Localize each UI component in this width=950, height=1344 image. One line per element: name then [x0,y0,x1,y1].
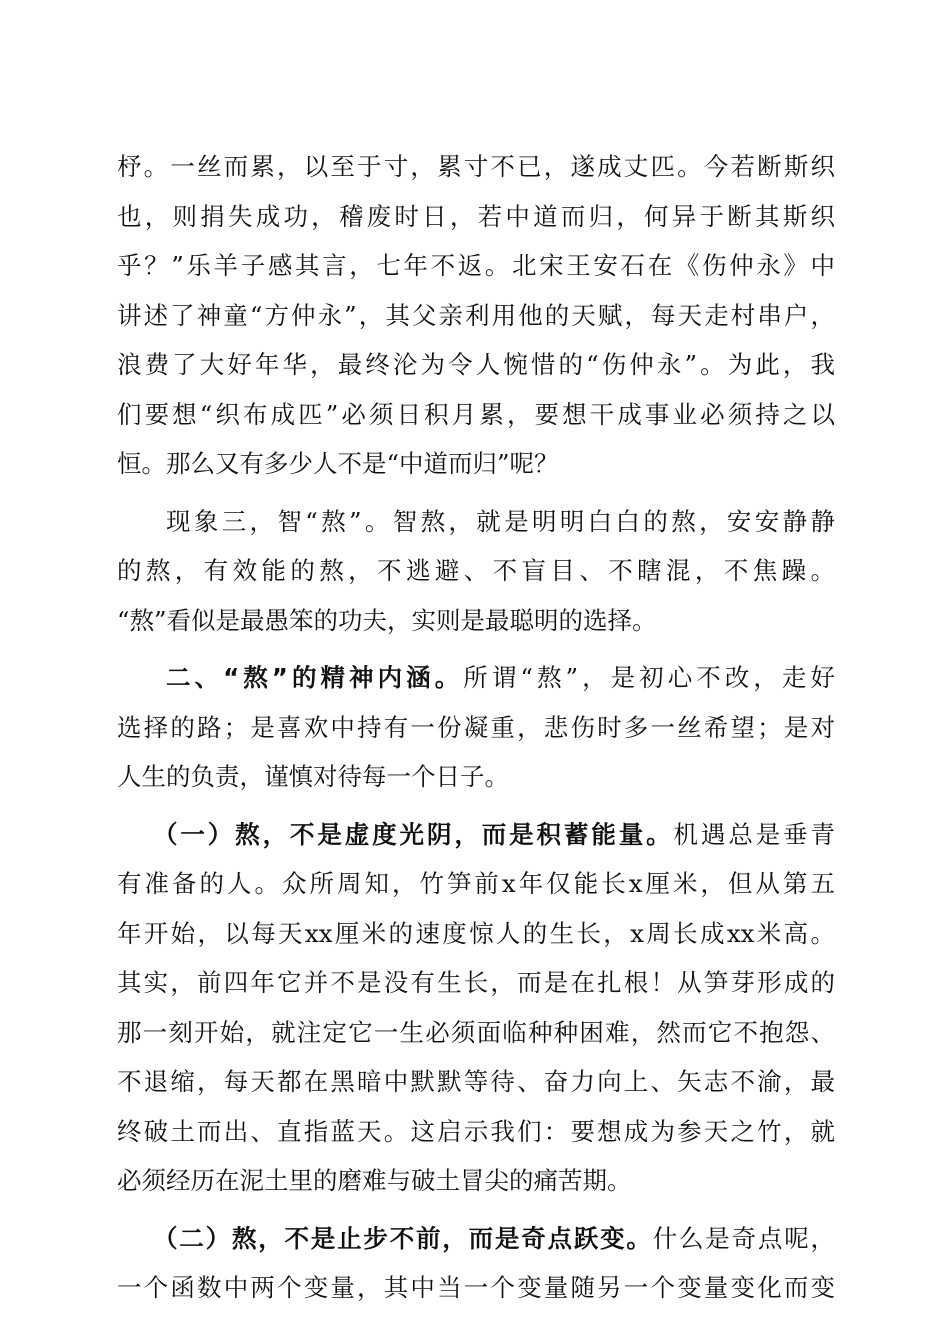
heading-line [117,653,835,703]
subsection-heading: （二）熬，不是止步不前，而是奇点跃变。 [153,1223,653,1253]
heading-rest: 所谓“熬”，是初心不改，走好 [463,663,835,692]
text-line: 人生的负责，谨慎对待每一个日子。 [117,762,509,791]
heading-line [117,1214,835,1264]
text-line: 的熬，有效能的熬，不逃避、不盲目、不瞎混，不焦躁。 [117,556,835,585]
text-line: 必须经历在泥土里的磨难与破土冒尖的痛苦期。 [117,1166,632,1195]
subsection-2-paragraph [117,1214,835,1313]
text-line: 杼。一丝而累，以至于寸，累寸不已，遂成丈匹。今若断斯织 [117,152,835,181]
text-line: 们要想“织布成匹”必须日积月累，要想干成事业必须持之以 [117,399,835,429]
subsection-1-paragraph [117,810,835,1206]
text-line: 选择的路；是喜欢中持有一份凝重，悲伤时多一丝希望；是对 [117,712,835,742]
heading-rest: 机遇总是垂青 [673,819,836,849]
text-line: 恒。那么又有多少人不是“中道而归”呢？ [117,449,559,478]
subsection-heading: （一）熬，不是虚度光阴，而是积蓄能量。 [153,819,674,849]
heading-rest: 什么是奇点呢， [652,1223,836,1253]
text-line: 也，则捐失成功，稽废时日，若中道而归，何异于断其斯织 [117,201,835,231]
text-line: 浪费了大好年华，最终沦为令人惋惜的“伤仲永”。为此，我 [117,350,835,379]
heading-line [117,810,835,860]
text-line: 不退缩，每天都在黑暗中默默等待、奋力向上、矢志不渝，最 [117,1067,835,1096]
text-line: 讲述了神童“方仲永”，其父亲利用他的天赋，每天走村串户， [117,300,835,330]
text-line: “熬”看似是最愚笨的功夫，实则是最聪明的选择。 [117,605,657,635]
text-line: 有准备的人。众所周知，竹笋前x年仅能长x厘米，但从第五 [117,869,835,898]
text-line: 终破土而出、直指蓝天。这启示我们：要想成为参天之竹，就 [117,1116,835,1146]
section-heading: 二、“熬”的精神内涵。 [166,663,464,692]
document-page [117,142,835,1321]
paragraph-1 [117,142,835,489]
text-line: 一个函数中两个变量，其中当一个变量随另一个变量变化而变 [117,1273,835,1302]
text-line: 年开始，以每天xx厘米的速度惊人的生长，x周长成xx米高。 [117,918,835,948]
text-line: 乎？”乐羊子感其言，七年不返。北宋王安石在《伤仲永》中 [117,251,835,280]
text-line: 现象三，智“熬”。智熬，就是明明白白的熬，安安静静 [166,506,835,536]
paragraph-2 [117,497,835,646]
text-line: 那一刻开始，就注定它一生必须面临种种困难，然而它不抱怨、 [117,1017,835,1047]
text-line: 其实，前四年它并不是没有生长，而是在扎根！从笋芽形成的 [117,968,835,997]
section-heading-paragraph [117,653,835,802]
